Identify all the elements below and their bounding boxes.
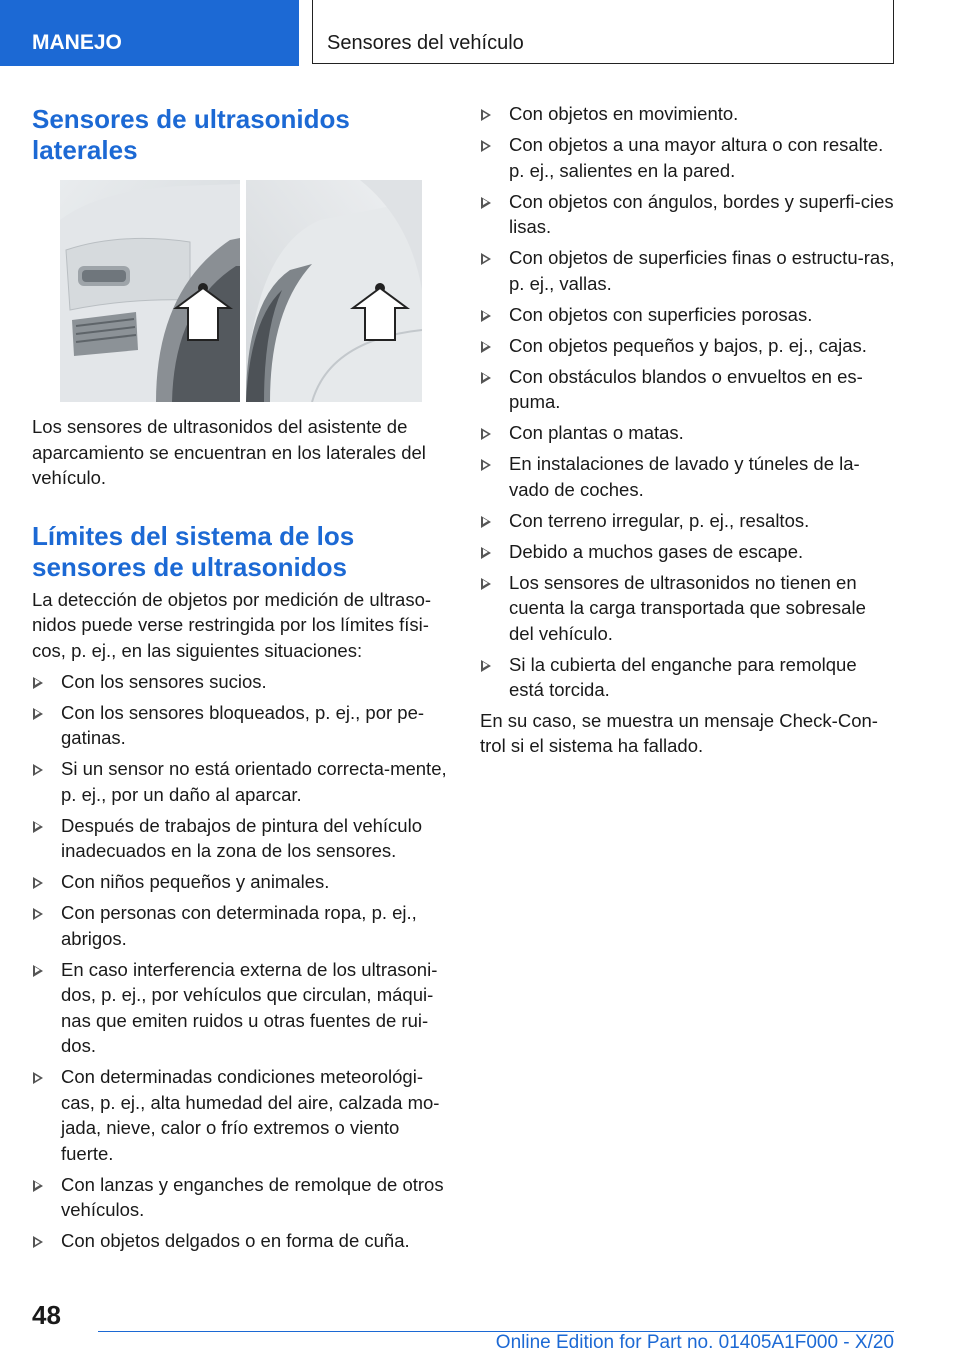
list-item: Los sensores de ultrasonidos no tienen en cuenta la carga transportada que sobresale del vehículo. [480,570,895,647]
list-item: Con objetos delgados o en forma de cuña. [32,1228,447,1254]
section-tab [0,0,299,66]
list-item: Con obstáculos blandos o envueltos en es-puma. [480,364,895,415]
list-item: Con determinadas condiciones meteorológi-cas, p. ej., alta humedad del aire, calzada mo-jada, nieve, calor o frío extremos o viento fuerte. [32,1064,447,1166]
list-item: En instalaciones de lavado y túneles de la-vado de coches. [480,451,895,502]
chapter-header [312,0,894,64]
list-item: Debido a muchos gases de escape. [480,539,895,565]
chapter-title: Sensores del vehículo [327,32,524,54]
list-item: Con los sensores sucios. [32,669,447,695]
list-item: Con objetos con superficies porosas. [480,302,895,328]
list-item: Con objetos con ángulos, bordes y superfi-cies lisas. [480,189,895,240]
section-heading-lateral-sensors: Sensores de ultrasonidos laterales [32,104,350,165]
list-item: Después de trabajos de pintura del vehículo inadecuados en la zona de los sensores. [32,813,447,864]
section-title: MANEJO [32,31,122,54]
page-number: 48 [32,1300,61,1330]
list-item: Si la cubierta del enganche para remolque está torcida. [480,652,895,703]
list-item: Con los sensores bloqueados, p. ej., por pe-gatinas. [32,700,447,751]
list-item: En caso interferencia externa de los ultrasoni-dos, p. ej., por vehículos que circulan, máqui-nas que emiten ruidos u otras fuentes de rui-dos. [32,957,447,1059]
left-column [32,100,447,1254]
list-item: Con objetos de superficies finas o estructu-ras, p. ej., vallas. [480,245,895,296]
limits-list-left [32,669,447,1254]
list-item: Con personas con determinada ropa, p. ej., abrigos. [32,900,447,951]
car-sensor-illustration [60,180,422,402]
figure-caption: Los sensores de ultrasonidos del asistente de aparcamiento se encuentran en los laterales del vehículo. [32,416,426,488]
check-control-note: En su caso, se muestra un mensaje Check-Con-trol si el sistema ha fallado. [480,709,878,756]
list-item: Con objetos en movimiento. [480,101,895,127]
list-item: Con terreno irregular, p. ej., resaltos. [480,508,895,534]
footer-edition: Online Edition for Part no. 01405A1F000 - X/20 [495,1332,894,1353]
list-item: Con objetos a una mayor altura o con resalte. p. ej., salientes en la pared. [480,132,895,183]
right-column [480,100,895,759]
list-item: Con plantas o matas. [480,420,895,446]
limits-list-right [480,101,895,703]
list-item: Si un sensor no está orientado correcta-mente, p. ej., por un daño al aparcar. [32,756,447,807]
section-heading-system-limits: Límites del sistema de los sensores de ultrasonidos [32,520,355,582]
list-item: Con niños pequeños y animales. [32,869,447,895]
list-item: Con lanzas y enganches de remolque de otros vehículos. [32,1172,447,1223]
limits-intro: La detección de objetos por medición de ultraso-nidos puede verse restringida por los límites físi-cos, p. ej., en las siguientes situaciones: [32,588,432,661]
sensor-location-figure [60,180,422,402]
list-item: Con objetos pequeños y bajos, p. ej., cajas. [480,333,895,359]
